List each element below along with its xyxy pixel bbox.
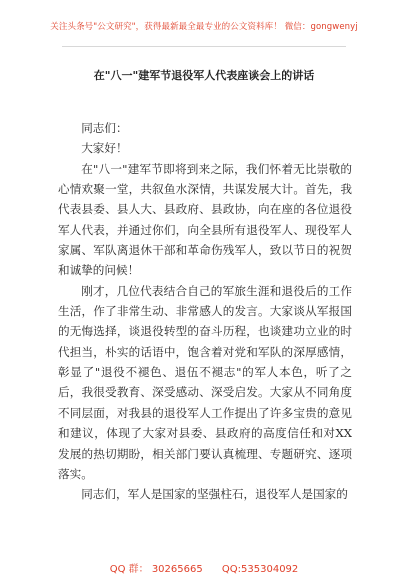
paragraph-opening: 在"八一"建军节即将到来之际，我们怀着无比崇敬的心情欢聚一堂，共叙鱼水深情，共谋发展大计。首先，我代表县委、县人大、县政府、县政协，向在座的各位退役军人代表，并通过你们，向全县所有退役军人、现役军人家属、军队离退休干部和革命伤残军人，致以节日的祝贺和诚挚的问候！ <box>58 161 352 278</box>
salutation: 同志们： <box>81 121 128 135</box>
greeting: 大家好！ <box>81 141 128 156</box>
footer-contact <box>0 560 408 575</box>
qq-number-text: QQ:535304092 <box>221 564 299 575</box>
paragraph-comrades: 同志们，军人是国家的坚强柱石，退役军人是国家的 <box>81 487 348 502</box>
document-title: 在"八一"建军节退役军人代表座谈会上的讲话 <box>93 69 315 82</box>
header-banner: 关注头条号"公文研究"，获得最新最全最专业的公文资料库！ 微信：gongwenyj <box>50 22 358 32</box>
document-body <box>58 118 352 505</box>
paragraph-speeches: 刚才，几位代表结合自己的军旅生涯和退役后的工作生活，作了非常生动、非常感人的发言。大家谈从军报国的无悔选择，谈退役转型的奋斗历程，也谈建功立业的时代担当，朴实的话语中，饱含着对党和军队的深厚感情，彰显了"退役不褪色、退伍不褪志"的军人本色，听了之后，我很受教育、深受感动、深受启发。大家从不同角度不同层面，对我县的退役军人工作提出了许多宝贵的意见和建议，体现了大家对县委、县政府的高度信任和对XX发展的热切期盼，相关部门要认真梳理、专题研究、逐项落实。 <box>58 283 352 481</box>
header-divider <box>62 46 346 47</box>
qq-group-text: QQ 群： 30265665 <box>109 564 203 575</box>
